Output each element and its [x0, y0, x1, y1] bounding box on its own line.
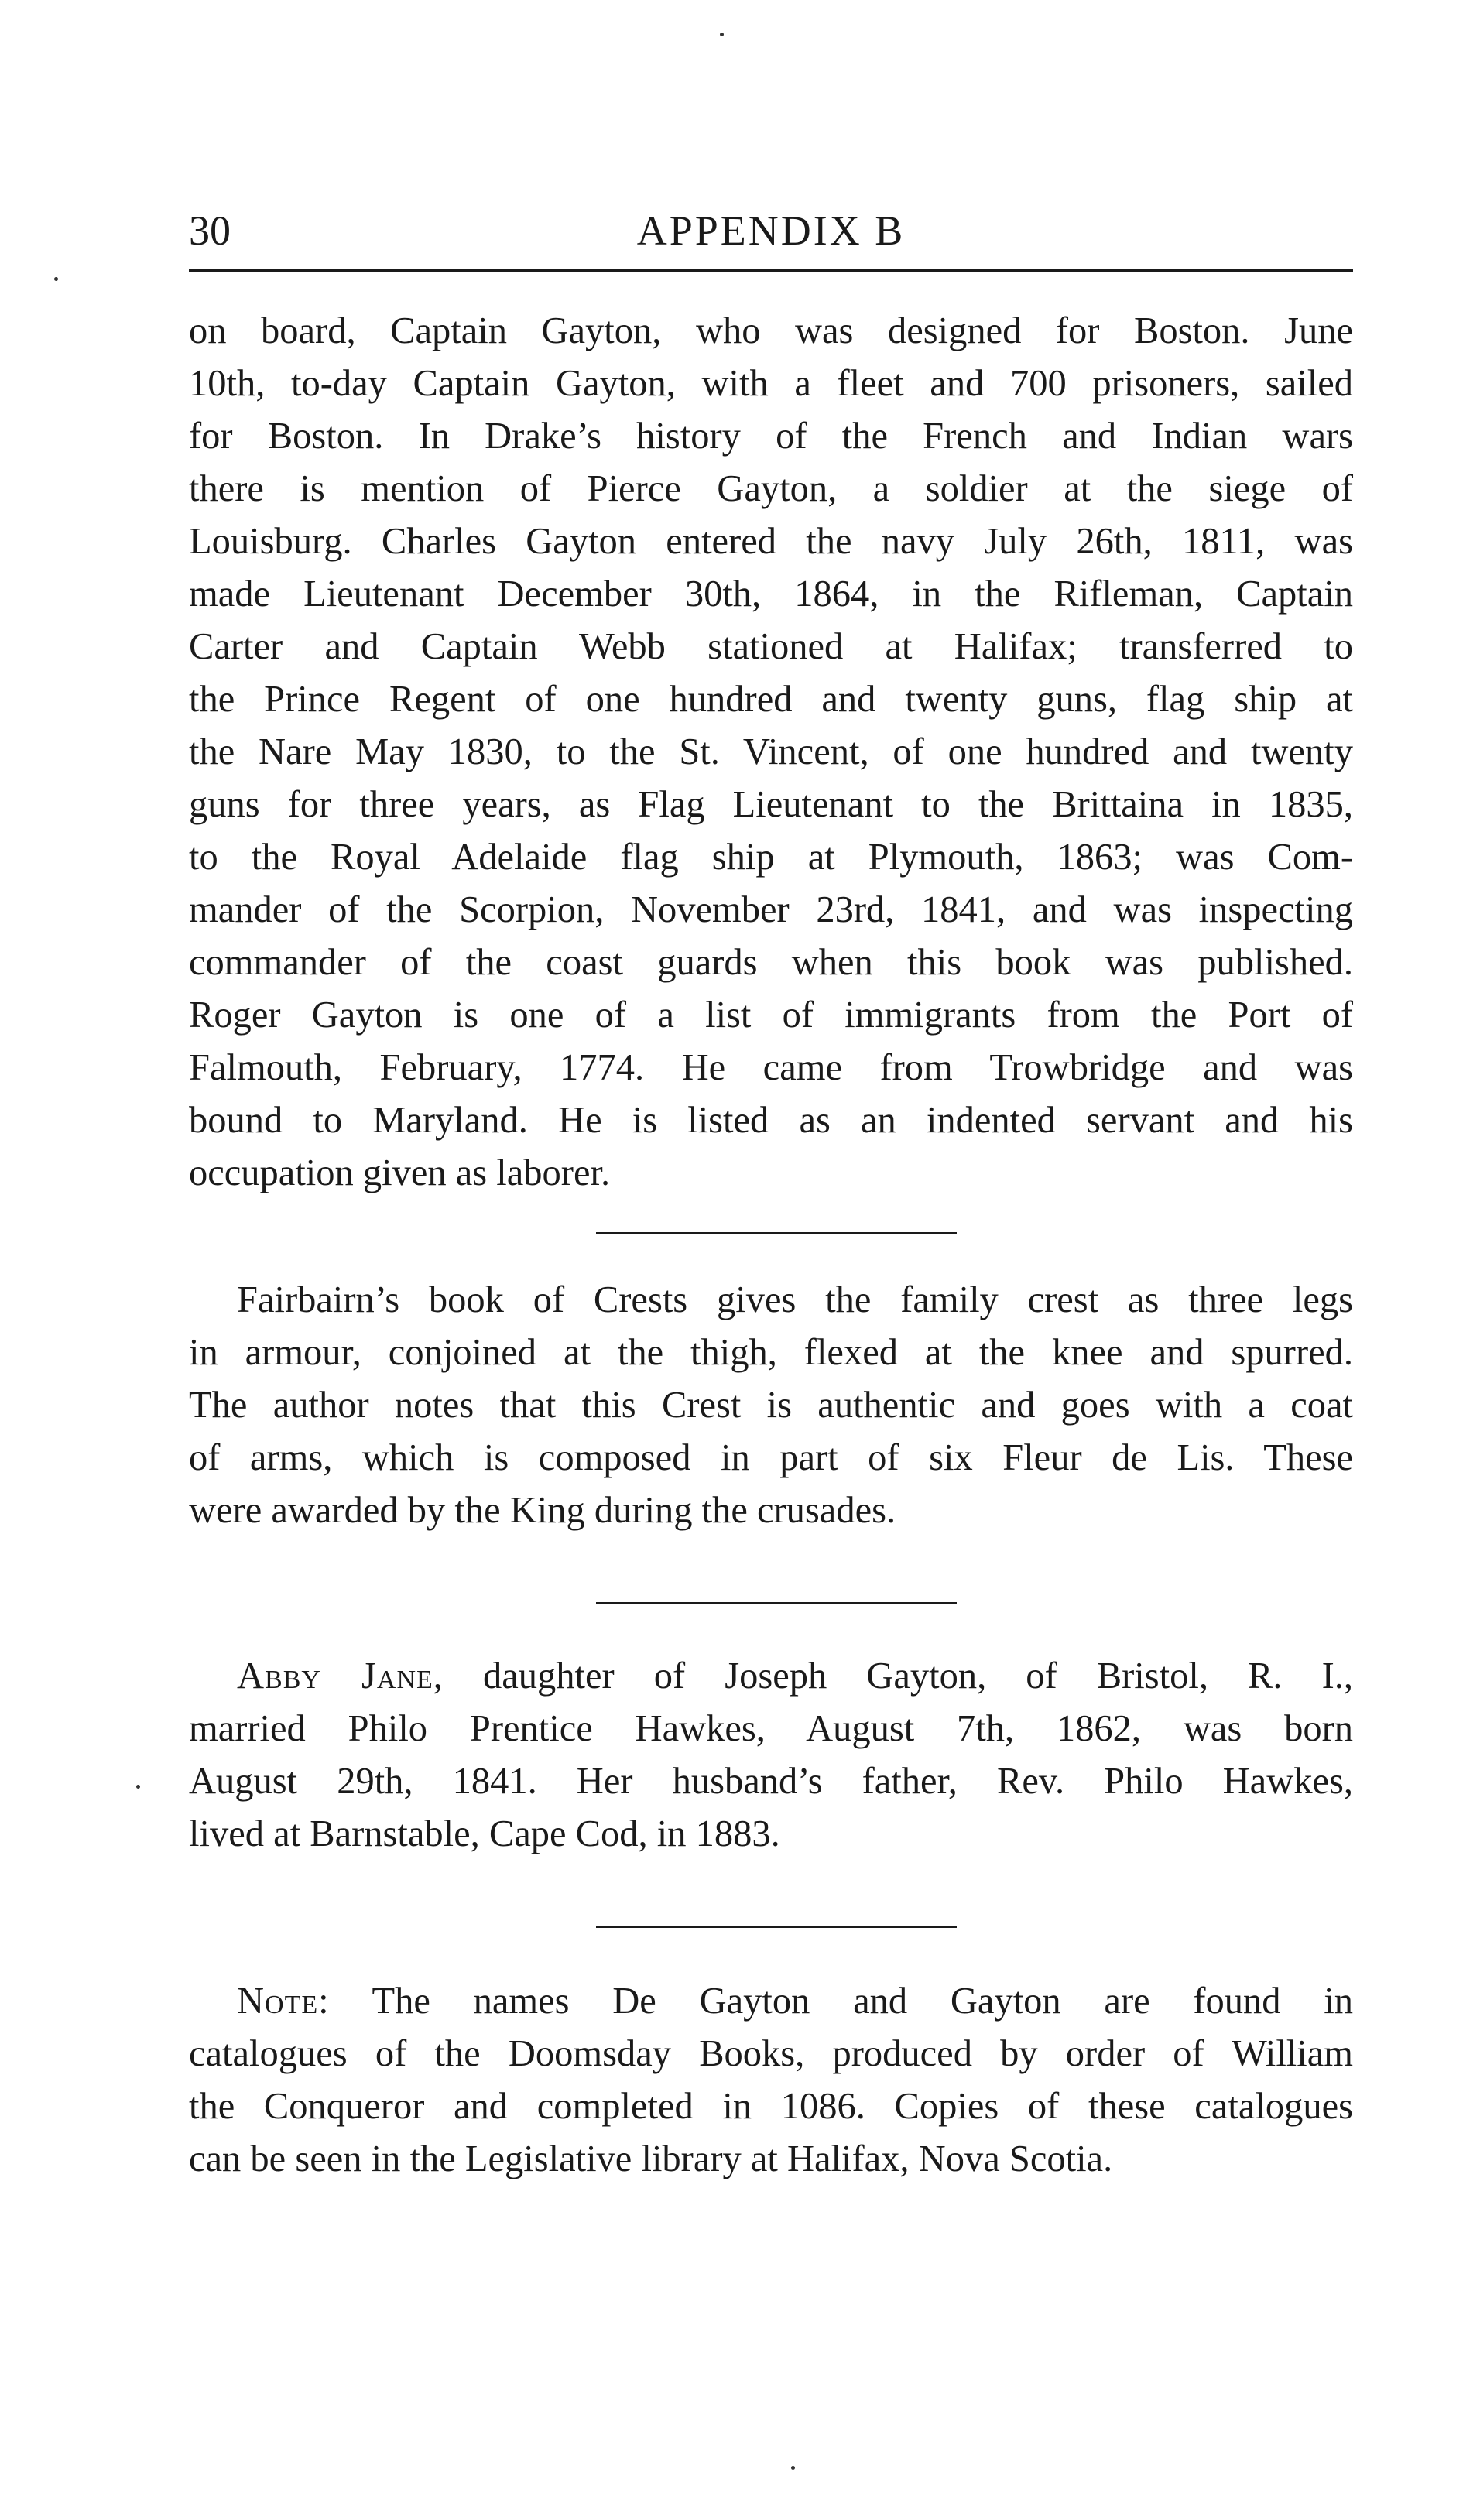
text-line: were awarded by the King during the crusades. [189, 1490, 896, 1531]
text-line: catalogues of the Doomsday Books, produced by order of William [189, 2033, 1353, 2074]
paragraph-gayton-naval-history [189, 305, 1353, 1200]
text-line: occupation given as laborer. [189, 1152, 611, 1193]
text-line: 10th, to-day Captain Gayton, with a fleet and 700 prisoners, sailed [189, 363, 1353, 404]
page-header [189, 200, 1353, 272]
text-line: the Prince Regent of one hundred and twenty guns, flag ship at [189, 679, 1353, 720]
text-line: Falmouth, February, 1774. He came from Trowbridge and was [189, 1047, 1353, 1088]
text-line: of arms, which is composed in part of six Fleur de Lis. These [189, 1437, 1353, 1478]
text-line [189, 1650, 1353, 1703]
text-line: Roger Gayton is one of a list of immigrants from the Port of [189, 995, 1353, 1036]
text-line: to the Royal Adelaide flag ship at Plymouth, 1863; was Com- [189, 837, 1353, 878]
paragraph-note [189, 1975, 1353, 2186]
text-line: Carter and Captain Webb stationed at Halifax; transferred to [189, 626, 1353, 667]
section-divider [596, 1602, 957, 1604]
text-line: bound to Maryland. He is listed as an indented servant and his [189, 1100, 1353, 1141]
text-line: made Lieutenant December 30th, 1864, in the Rifleman, Captain [189, 574, 1353, 615]
print-speck [791, 2466, 795, 2470]
text-line: mander of the Scorpion, November 23rd, 1841, and was inspecting [189, 889, 1353, 930]
text-line: August 29th, 1841. Her husband’s father, Rev. Philo Hawkes, [189, 1761, 1353, 1802]
text-line: The author notes that this Crest is authentic and goes with a coat [189, 1385, 1353, 1426]
text-line: commander of the coast guards when this book was published. [189, 942, 1353, 983]
entry-name: Abby Jane, [237, 1655, 444, 1697]
entry-text: daughter of Joseph Gayton, of Bristol, R. I., [443, 1655, 1353, 1697]
note-label: Note: [237, 1981, 330, 2022]
text-line: the Nare May 1830, to the St. Vincent, of one hundred and twenty [189, 731, 1353, 772]
text-line: lived at Barnstable, Cape Cod, in 1883. [189, 1813, 780, 1854]
text-line [189, 1975, 1353, 2028]
text-line: there is mention of Pierce Gayton, a soldier at the siege of [189, 468, 1353, 509]
text-line: in armour, conjoined at the thigh, flexed at the knee and spurred. [189, 1332, 1353, 1373]
text-line: on board, Captain Gayton, who was designed for Boston. June [189, 310, 1353, 351]
text-line: Fairbairn’s book of Crests gives the family crest as three legs [237, 1279, 1353, 1320]
paragraph-family-crest [189, 1274, 1353, 1537]
text-line: guns for three years, as Flag Lieutenant to the Brittaina in 1835, [189, 784, 1353, 825]
section-divider [596, 1232, 957, 1234]
running-head: APPENDIX B [636, 207, 906, 254]
page-number: 30 [189, 207, 231, 254]
section-divider [596, 1926, 957, 1928]
text-line: married Philo Prentice Hawkes, August 7th, 1862, was born [189, 1708, 1353, 1749]
print-speck [136, 1785, 140, 1789]
text-line: the Conqueror and completed in 1086. Copies of these catalogues [189, 2086, 1353, 2127]
print-speck [720, 33, 724, 36]
note-text: The names De Gayton and Gayton are found in [329, 1981, 1353, 2022]
print-speck [54, 277, 58, 281]
text-line: can be seen in the Legislative library at Halifax, Nova Scotia. [189, 2138, 1113, 2179]
text-line: Louisburg. Charles Gayton entered the navy July 26th, 1811, was [189, 521, 1353, 562]
text-line: for Boston. In Drake’s history of the French and Indian wars [189, 416, 1353, 457]
paragraph-abby-jane [189, 1650, 1353, 1861]
